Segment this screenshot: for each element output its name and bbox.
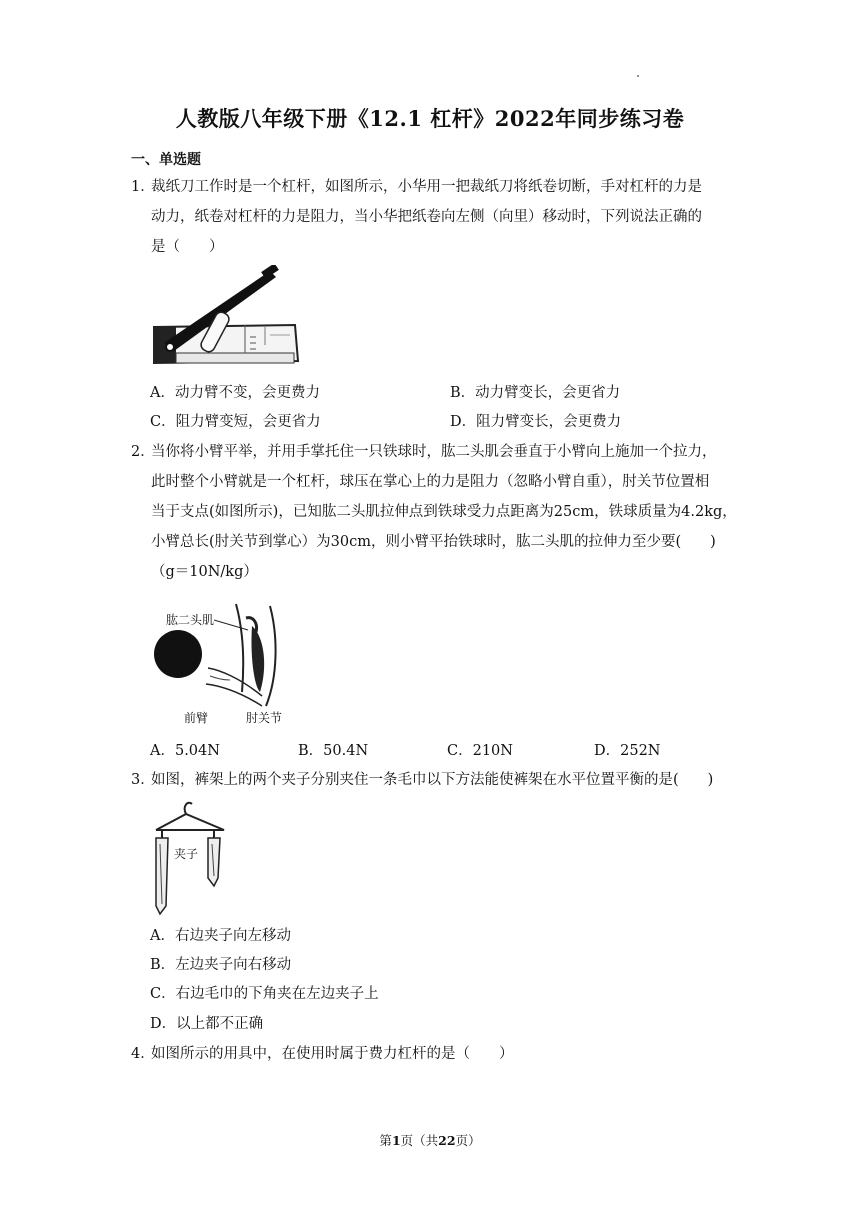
question-number: 1． bbox=[131, 179, 155, 195]
question-4 bbox=[131, 1039, 741, 1069]
elbow-label: 肘关节 bbox=[246, 711, 283, 725]
footer-total-pages: 22 bbox=[438, 1133, 456, 1148]
option-a: A．5.04N bbox=[150, 743, 220, 759]
question-line: 当于支点(如图所示)，已知肱二头肌拉伸点到铁球受力点距离为25cm，铁球质量为4.2kg， bbox=[151, 504, 737, 520]
question-3 bbox=[131, 765, 741, 795]
question-line: （g＝10N/kg） bbox=[151, 564, 258, 580]
footer-page-number: 1 bbox=[391, 1133, 401, 1148]
speck bbox=[637, 75, 639, 77]
muscle-label: 肱二头肌 bbox=[166, 613, 215, 627]
question-line: 裁纸刀工作时是一个杠杆，如图所示，小华用一把裁纸刀将纸卷切断，手对杠杆的力是 bbox=[151, 179, 702, 195]
question-number: 4． bbox=[131, 1046, 155, 1062]
question-line: 当你将小臂平举，并用手掌托住一只铁球时，肱二头肌会垂直于小臂向上施加一个拉力， bbox=[151, 444, 717, 460]
question-line: 小臂总长(肘关节到掌心）为30cm，则小臂平抬铁球时，肱二头肌的拉伸力至少要( ) bbox=[151, 534, 716, 550]
question-line: 是（ ） bbox=[151, 239, 224, 255]
question-line: 动力，纸卷对杠杆的力是阻力，当小华把纸卷向左侧（向里）移动时，下列说法正确的 bbox=[151, 209, 702, 225]
option-c: C．210N bbox=[447, 743, 513, 759]
page-title: 人教版八年级下册《12.1 杠杆》2022年同步练习卷 bbox=[175, 106, 685, 131]
option-d: D．252N bbox=[594, 743, 661, 759]
question-line: 此时整个小臂就是一个杠杆，球压在掌心上的力是阻力（忽略小臂自重），肘关节位置相 bbox=[151, 474, 710, 490]
option-a: A．右边夹子向左移动 bbox=[150, 928, 291, 944]
section-heading: 一、单选题 bbox=[131, 152, 201, 168]
option-a: A．动力臂不变，会更费力 bbox=[150, 385, 320, 401]
question-line: 如图所示的用具中，在使用时属于费力杠杆的是（ ） bbox=[151, 1046, 514, 1062]
question-1 bbox=[131, 172, 741, 262]
option-d: D．阻力臂变长，会更费力 bbox=[450, 414, 622, 430]
question-number: 3． bbox=[131, 772, 155, 788]
option-c: C．阻力臂变短，会更省力 bbox=[150, 414, 321, 430]
arm-figure bbox=[150, 596, 300, 726]
question-number: 2． bbox=[131, 444, 155, 460]
page-footer bbox=[0, 1131, 860, 1149]
footer-suffix: 页） bbox=[455, 1133, 481, 1148]
clip-label: 夹子 bbox=[174, 847, 199, 861]
option-c: C．右边毛巾的下角夹在左边夹子上 bbox=[150, 986, 379, 1002]
hanger-figure bbox=[150, 796, 230, 916]
option-d: D．以上都不正确 bbox=[150, 1016, 264, 1032]
option-b: B．左边夹子向右移动 bbox=[150, 957, 292, 973]
option-b: B．50.4N bbox=[298, 743, 369, 759]
question-2 bbox=[131, 437, 741, 587]
footer-prefix: 第 bbox=[379, 1133, 392, 1148]
option-b: B．动力臂变长，会更省力 bbox=[450, 385, 621, 401]
paper-cutter-figure bbox=[150, 265, 302, 368]
footer-middle: 页（共 bbox=[400, 1133, 439, 1148]
question-line: 如图，裤架上的两个夹子分别夹住一条毛巾以下方法能使裤架在水平位置平衡的是( ) bbox=[151, 772, 714, 788]
forearm-label: 前臂 bbox=[184, 711, 209, 725]
